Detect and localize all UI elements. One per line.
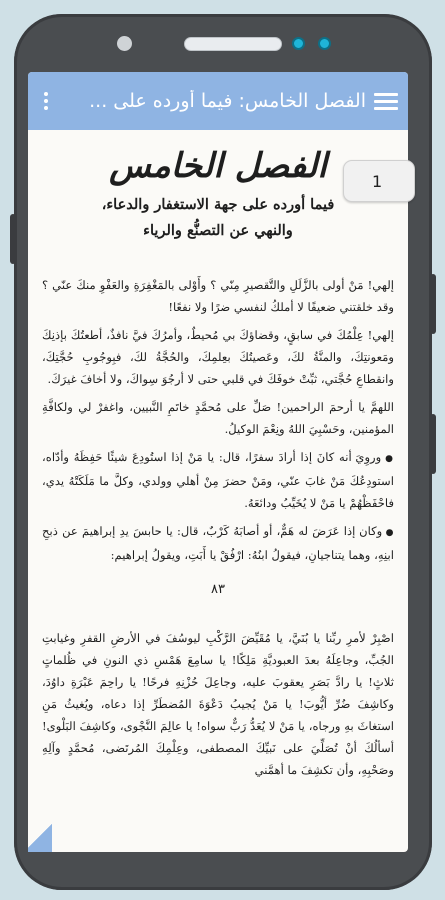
scroll-corner-icon <box>28 820 52 852</box>
page-number-badge[interactable]: 1 <box>343 160 415 202</box>
side-button <box>430 414 436 474</box>
chapter-subheading-1: فيما أورده على جهة الاستغفار والدعاء، <box>101 196 335 213</box>
camera-lens-icon <box>318 37 331 50</box>
speaker-grille <box>184 37 282 51</box>
page-footer-number: ٨٣ <box>211 582 225 597</box>
camera-icon <box>292 37 305 50</box>
front-sensor-icon <box>117 36 132 51</box>
paragraph: اصْبِرْ لأمرِ ربِّنا يا بُنَيَّ، يا مُقَيِّضَ الرَّكْبِ ليوسُفَ في الأرضِ القفرِ وغيابتِ الجُبِّ، وجاعِلَهُ بعدَ العبوديَّةِ مَلِكًا! يا سامِعَ هَمْسِ ذي النونِ في ظُلماتٍ ثلاثٍ! يا رادَّ بَصَرِ يعقوبَ عليه، وجاعِلَ حُزْنِهِ فرحًا! يا راحِمَ عَبْرَةِ داوُدَ، وكاشِفَ ضُرِّ أيُّوبَ! يا مَنْ يُجيبُ دَعْوَةَ المُضطَرِّ إذا دعاه، ويُغيثُ مَنِ استغاثَ بهِ ورجاه، يا مَنْ لا يُعَدُّ رَبٌّ سواه! يا عالِمَ النَّجْوى، وكاشِفَ البَلْوى! أسألُكَ أنْ تُصَلِّيَ على نَبيِّكَ المصطفى، وعِلْمِكَ المُرتَضى، مُحمَّدٍ وآلِهِ وصَحْبِهِ، وأن تكشِفَ ما أهمَّني <box>42 631 394 777</box>
chapter-subheading-2: والنهي عن التصنُّع والرياء <box>143 222 293 239</box>
paragraph: إلهي! عِلْمُكَ في سابقٍ، وقضاؤكَ بي مُحيطٌ، وأمرُكَ فيَّ نافذٌ، أطعتُكَ بإذنِكَ ومَعونتِكَ، والمنَّةُ لكَ، وعَصيتُكَ بعِلمِكَ، والحُجَّةُ لكَ، فبِوجُوبِ حُجَّتِكَ، وانقطاعِ حُجَّتي، ثبِّتْ خوفَكَ في قلبي حتى لا أرجُوَ سِواكَ، ولا أخافَ غيرَكَ. <box>42 328 394 386</box>
page-title: الفصل الخامس: فيما أورده على ... <box>89 90 366 112</box>
paragraph: ● وروِيَ أنه كانَ إذا أرادَ سفرًا، قال: يا مَنْ إذا استُودِعَ شيئًا حَفِظَهُ وأدّاه، استودِعُكَ مَنْ غابَ عنّي، ومَنْ حضرَ مِنْ أهلي وولدي، وكلَّ ما مَلَكَتْهُ يدي، فاحْفَظْهُمْ يا مَنْ لا يُخَيِّبُ ودائعَهُ. <box>42 446 394 514</box>
book-page[interactable] <box>28 130 408 781</box>
overflow-menu-icon[interactable] <box>36 92 56 110</box>
volume-button <box>10 214 16 264</box>
power-button <box>430 274 436 334</box>
paragraph: إلهي! مَنْ أولى بالزَّلَلِ والتَّقصيرِ مِنّي ؟ وأَوْلى بالمَغْفِرَةِ والعَفْوِ منكَ عنّي ؟ وقد خلقتني ضعيفًا لا أملكُ لنفسي ضرًا ولا نفعًا! <box>42 278 394 314</box>
app-bar <box>28 72 408 130</box>
hamburger-menu-icon[interactable] <box>374 93 398 110</box>
chapter-heading: الفصل الخامس <box>109 146 327 186</box>
paragraph: ● وكان إذا عَرَضَ له هَمٌّ، أو أصابَهُ كَرْبٌ، قال: يا حابسَ يدِ إبراهيمَ عن ذبحِ ابنِهِ، وهما يتناجيانِ، فيقولُ ابنُهُ: ارْفُقْ يا أَبَتِ، ويقولُ إبراهيم: <box>42 520 394 566</box>
paragraph: اللهمَّ يا أرحمَ الراحمين! صَلِّ على مُحمَّدٍ خاتَمِ النَّبيين، واغفرْ لي ولكافَّةِ المؤمنين، وحَسْبِيَ اللهُ ونِعْمَ الوكيلُ. <box>42 400 394 436</box>
